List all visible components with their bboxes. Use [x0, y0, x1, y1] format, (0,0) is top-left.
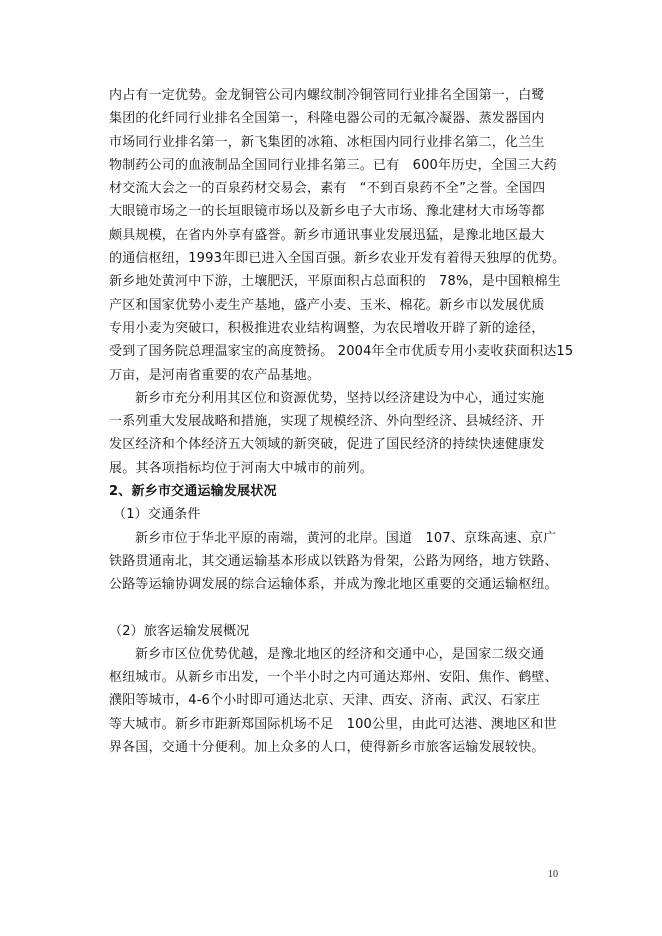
- section-spacer: [109, 597, 557, 620]
- body-line-2: 集团的化纤同行业排名全国第一，科隆电器公司的无氟冷凝器、蒸发器国内: [109, 111, 545, 127]
- paragraph-2-line-1: 新乡市充分利用其区位和资源优势，坚持以经济建设为中心，通过实施: [135, 390, 545, 406]
- traffic-line-2: 铁路贯通南北，其交通运输基本形成以铁路为骨架，公路为网络，地方铁路、: [109, 553, 558, 569]
- section-heading: 2、新乡市交通运输发展状况: [109, 484, 277, 500]
- paragraph-2-line-4: 展。其各项指标均位于河南大中城市的前列。: [109, 460, 374, 476]
- page-number: 10: [548, 869, 558, 880]
- traffic-line-3: 公路等运输协调发展的综合运输体系，并成为豫北地区重要的交通运输枢纽。: [109, 577, 558, 593]
- body-line-10: 产区和国家优势小麦生产基地，盛产小麦、玉米、棉花。新乡市以发展优质: [109, 297, 545, 313]
- body-line-4: 物制药公司的血液制品全国同行业排名第三。已有 600年历史，全国三大药: [109, 157, 557, 173]
- subsection-title-traffic-conditions: （1）交通条件: [113, 507, 201, 523]
- passenger-line-2: 枢纽城市。从新乡市出发，一个半小时之内可通达郑州、安阳、焦作、鹤壁、: [109, 670, 558, 686]
- body-line-7: 颇具规模，在省内外享有盛誉。新乡市通讯事业发展迅猛，是豫北地区最大: [109, 227, 545, 243]
- body-line-1: 内占有一定优势。金龙铜管公司内螺纹制冷铜管同行业排名全国第一，白鹭: [109, 88, 545, 103]
- passenger-line-3: 濮阳等城市，4-6个小时即可通达北京、天津、西安、济南、武汉、石家庄: [109, 693, 541, 709]
- body-line-3: 市场同行业排名第一，新飞集团的冰箱、冰柜国内同行业排名第二，化兰生: [109, 134, 545, 150]
- body-line-12: 受到了国务院总理温家宝的高度赞扬。 2004年全市优质专用小麦收获面积达15: [109, 344, 574, 360]
- traffic-line-1: 新乡市位于华北平原的南端，黄河的北岸。国道 107、京珠高速、京广: [135, 530, 557, 546]
- passenger-line-5: 界各国，交通十分便利。加上众多的人口，使得新乡市旅客运输发展较快。: [109, 740, 545, 756]
- paragraph-2-line-3: 发区经济和个体经济五大领域的新突破，促进了国民经济的持续快速健康发: [109, 437, 545, 453]
- body-line-9: 新乡地处黄河中下游，土壤肥沃，平原面积占总面积的 78%，是中国粮棉生: [109, 274, 561, 290]
- passenger-line-1: 新乡市区位优势优越，是豫北地区的经济和交通中心，是国家二级交通: [135, 646, 545, 662]
- subsection-title-passenger-transport: （2）旅客运输发展概况: [109, 623, 250, 639]
- body-line-5: 材交流大会之一的百泉药材交易会，素有 “不到百泉药不全”之誉。全国四: [109, 181, 546, 197]
- body-line-8: 的通信枢纽，1993年即已进入全国百强。新乡农业开发有着得天独厚的优势。: [109, 251, 566, 267]
- body-line-11: 专用小麦为突破口，积极推进农业结构调整，为农民增收开辟了新的途径，: [109, 320, 545, 336]
- passenger-line-4: 等大城市。新乡市距新郑国际机场不足 100公里，由此可达港、澳地区和世: [109, 716, 557, 732]
- body-line-13: 万亩，是河南省重要的农产品基地。: [109, 367, 321, 383]
- page-body: [109, 84, 574, 759]
- body-line-6: 大眼镜市场之一的长垣眼镜市场以及新乡电子大市场、豫北建材大市场等都: [109, 204, 545, 220]
- paragraph-2-line-2: 一系列重大发展战略和措施，实现了规模经济、外向型经济、县城经济、开: [109, 414, 545, 430]
